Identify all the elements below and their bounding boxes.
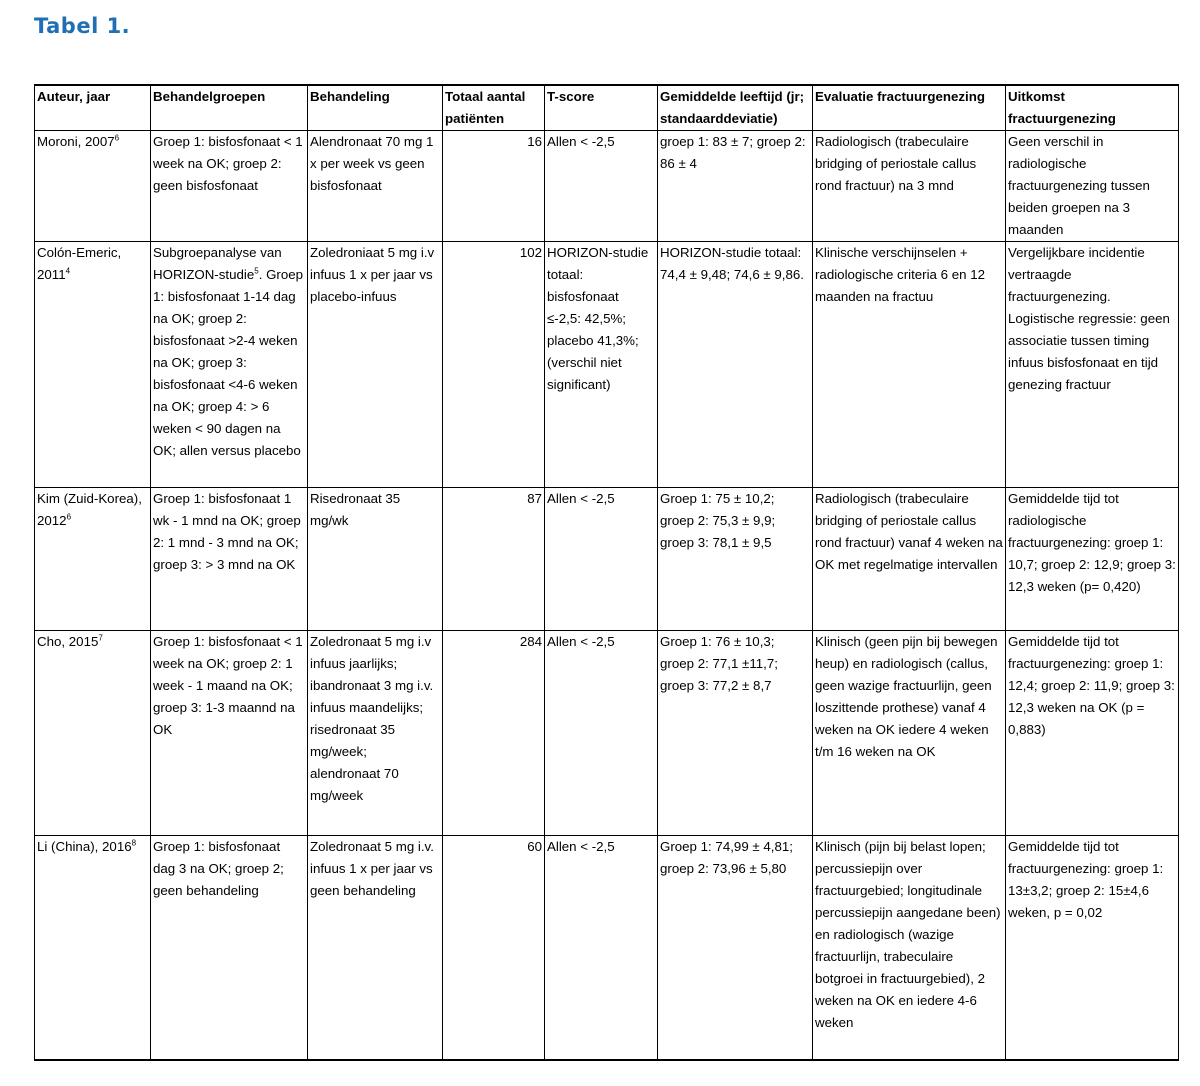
header-groups: Behandelgroepen	[151, 85, 308, 131]
total-cell: 284	[443, 631, 545, 836]
table-row	[35, 836, 1179, 1060]
age-cell: Groep 1: 74,99 ± 4,81; groep 2: 73,96 ± 5,80	[658, 836, 813, 1060]
author-text: Li (China), 2016	[37, 839, 132, 854]
header-author: Auteur, jaar	[35, 85, 151, 131]
treatment-cell: Zoledroniaat 5 mg i.v infuus 1 x per jaar vs placebo-infuus	[308, 242, 443, 488]
groups-text: Subgroepanalyse van HORIZON-studie	[153, 245, 282, 282]
author-cell	[35, 488, 151, 631]
groups-cell: Groep 1: bisfosfonaat dag 3 na OK; groep 2; geen behandeling	[151, 836, 308, 1060]
age-cell: Groep 1: 76 ± 10,3; groep 2: 77,1 ±11,7; groep 3: 77,2 ± 8,7	[658, 631, 813, 836]
groups-cell: Groep 1: bisfosfonaat 1 wk - 1 mnd na OK; groep 2: 1 mnd - 3 mnd na OK; groep 3: > 3 mnd na OK	[151, 488, 308, 631]
evaluation-cell: Radiologisch (trabeculaire bridging of periostale callus rond fractuur) vanaf 4 weken na OK met regelmatige intervallen	[813, 488, 1006, 631]
tscore-cell: Allen < -2,5	[545, 488, 658, 631]
outcome-cell: Gemiddelde tijd tot fractuurgenezing: groep 1: 13±3,2; groep 2: 15±4,6 weken, p = 0,02	[1006, 836, 1179, 1060]
age-cell: HORIZON-studie totaal: 74,4 ± 9,48; 74,6 ± 9,86.	[658, 242, 813, 488]
reference-number: 6	[114, 133, 120, 143]
header-treatment: Behandeling	[308, 85, 443, 131]
groups-cell: Groep 1: bisfosfonaat < 1 week na OK; groep 2: 1 week - 1 maand na OK; groep 3: 1-3 maannd na OK	[151, 631, 308, 836]
evaluation-cell: Klinisch (pijn bij belast lopen; percussiepijn over fractuurgebied; longitudinale percussiepijn aangedane been) en radiologisch (wazige fractuurlijn, trabeculaire botgroei in fractuurgebied), 2 weken na OK en iedere 4-6 weken	[813, 836, 1006, 1060]
treatment-cell: Zoledronaat 5 mg i.v infuus jaarlijks; ibandronaat 3 mg i.v. infuus maandelijks; risedronaat 35 mg/week; alendronaat 70 mg/week	[308, 631, 443, 836]
groups-cell: Groep 1: bisfosfonaat < 1 week na OK; groep 2: geen bisfosfonaat	[151, 131, 308, 242]
outcome-cell: Vergelijkbare incidentie vertraagde fractuurgenezing. Logistische regressie: geen associatie tussen timing infuus bisfosfonaat en tijd genezing fractuur	[1006, 242, 1179, 488]
author-cell	[35, 242, 151, 488]
results-table	[34, 84, 1179, 1061]
table-title: Tabel 1.	[34, 14, 131, 38]
table-row	[35, 631, 1179, 836]
author-cell	[35, 631, 151, 836]
evaluation-cell: Klinische verschijnselen + radiologische criteria 6 en 12 maanden na fractuu	[813, 242, 1006, 488]
outcome-cell: Gemiddelde tijd tot radiologische fractuurgenezing: groep 1: 10,7; groep 2: 12,9; groep 3: 12,3 weken (p= 0,420)	[1006, 488, 1179, 631]
age-cell: groep 1: 83 ± 7; groep 2: 86 ± 4	[658, 131, 813, 242]
reference-number: 6	[66, 512, 72, 522]
header-evaluation: Evaluatie fractuurgenezing	[813, 85, 1006, 131]
tscore-cell: HORIZON-studie totaal: bisfosfonaat ≤-2,5: 42,5%; placebo 41,3%; (verschil niet significant)	[545, 242, 658, 488]
table-row	[35, 131, 1179, 242]
tscore-cell: Allen < -2,5	[545, 631, 658, 836]
treatment-cell: Zoledronaat 5 mg i.v. infuus 1 x per jaar vs geen behandeling	[308, 836, 443, 1060]
total-cell: 16	[443, 131, 545, 242]
tscore-cell: Allen < -2,5	[545, 131, 658, 242]
tscore-cell: Allen < -2,5	[545, 836, 658, 1060]
groups-text-rest: . Groep 1: bisfosfonaat 1-14 dag na OK; groep 2: bisfosfonaat >2-4 weken na OK; groep 3: bisfosfonaat <4-6 weken na OK; groep 4: > 6 weken < 90 dagen na OK; allen versus placebo	[153, 267, 304, 458]
reference-number: 8	[131, 838, 137, 848]
evaluation-cell: Klinisch (geen pijn bij bewegen heup) en radiologisch (callus, geen wazige fractuurlijn, geen loszittende prothese) vanaf 4 weken na OK iedere 4 weken t/m 16 weken na OK	[813, 631, 1006, 836]
treatment-cell: Alendronaat 70 mg 1 x per week vs geen bisfosfonaat	[308, 131, 443, 242]
evaluation-cell: Radiologisch (trabeculaire bridging of periostale callus rond fractuur) na 3 mnd	[813, 131, 1006, 242]
reference-number: 4	[65, 266, 71, 276]
author-text: Colón-Emeric, 2011	[37, 245, 122, 282]
groups-cell	[151, 242, 308, 488]
reference-number: 5	[254, 266, 259, 276]
header-total: Totaal aantal patiënten	[443, 85, 545, 131]
age-cell: Groep 1: 75 ± 10,2; groep 2: 75,3 ± 9,9; groep 3: 78,1 ± 9,5	[658, 488, 813, 631]
outcome-cell: Geen verschil in radiologische fractuurgenezing tussen beiden groepen na 3 maanden	[1006, 131, 1179, 242]
total-cell: 102	[443, 242, 545, 488]
header-row	[35, 85, 1179, 131]
author-text: Cho, 2015	[37, 634, 99, 649]
header-age: Gemiddelde leeftijd (jr; standaarddeviatie)	[658, 85, 813, 131]
author-text: Kim (Zuid-Korea), 2012	[37, 491, 142, 528]
reference-number: 7	[98, 633, 103, 643]
total-cell: 60	[443, 836, 545, 1060]
treatment-cell: Risedronaat 35 mg/wk	[308, 488, 443, 631]
header-outcome: Uitkomst fractuurgenezing	[1006, 85, 1179, 131]
header-tscore: T-score	[545, 85, 658, 131]
author-text: Moroni, 2007	[37, 134, 115, 149]
author-cell	[35, 836, 151, 1060]
table-row	[35, 488, 1179, 631]
outcome-cell: Gemiddelde tijd tot fractuurgenezing: groep 1: 12,4; groep 2: 11,9; groep 3: 12,3 weken na OK (p = 0,883)	[1006, 631, 1179, 836]
table-row	[35, 242, 1179, 488]
author-cell	[35, 131, 151, 242]
total-cell: 87	[443, 488, 545, 631]
